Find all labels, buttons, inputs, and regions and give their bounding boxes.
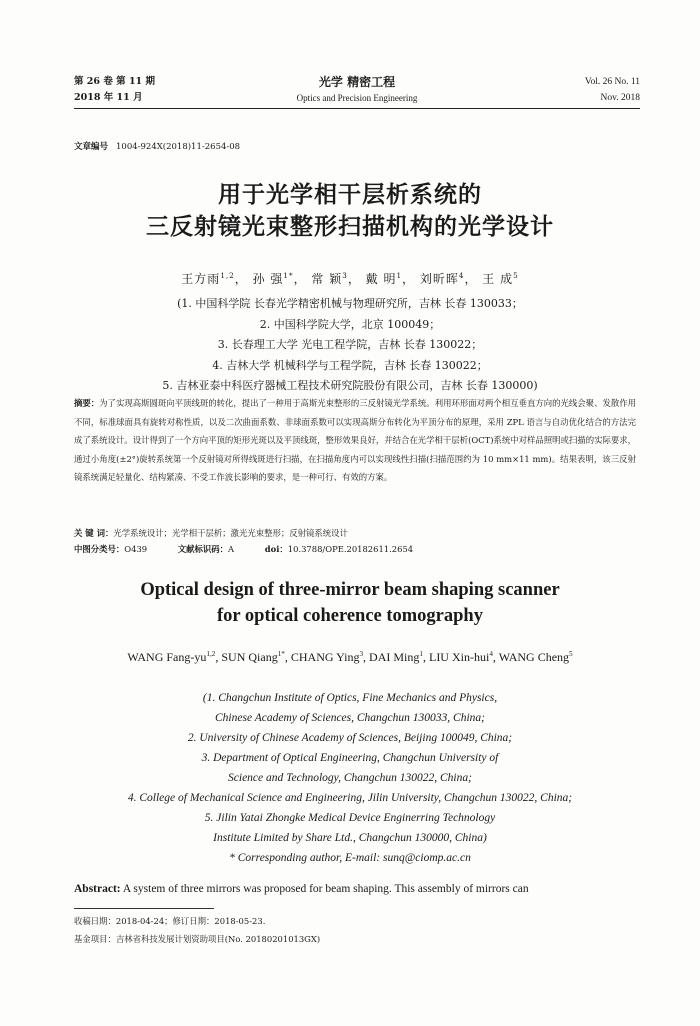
abstract-en-label: Abstract: [74,883,121,895]
doi-value: 10.3788/OPE.20182611.2654 [287,544,414,554]
affiliation-en: (1. Changchun Institute of Optics, Fine Mechanics and Physics, [202,692,498,704]
volume-en: Vol. 26 No. 11 [584,77,640,87]
date-cn: 2018 年 11 月 [74,92,143,103]
affiliation-en: 3. Department of Optical Engineering, Changchun University of [201,752,499,764]
author-cn: 王方雨$^{1,2}$ [181,271,235,286]
header-center [74,74,640,106]
journal-name-cn: 光学 精密工程 [318,75,396,89]
title-cn-line-2: 三反射镜光束整形扫描机构的光学设计 [146,214,554,240]
corresponding-author: * Corresponding author, E-mail: sunq@ciomp.ac.cn [229,852,471,864]
authors-cn: 王方雨$^{1,2}$， 孙 强$^{1*}$， 常 颖$^3$， 戴 明$^1$， 刘昕晖$^4$， 王 成$^5$ [181,271,519,286]
affiliation-en: 2. University of Chinese Academy of Sciences, Beijing 100049, China; [187,732,513,744]
author-cn: 孙 强$^{1*}$ [252,271,294,286]
header-right [585,74,640,106]
article-number-value: 1004-924X(2018)11-2654-08 [116,142,241,152]
abstract-cn [74,394,636,487]
clc-label: 中图分类号： [74,544,125,554]
affiliation-en: Chinese Academy of Sciences, Changchun 130033, China; [215,712,485,724]
author-cn: 戴 明$^1$ [365,271,403,286]
doc-code-label: 文献标识码： [177,544,229,554]
author-en: CHANG Ying$^3$ [290,650,364,664]
keywords-cn [74,526,636,540]
abstract-cn-text: 为了实现高斯圆斑向平顶线斑的转化，提出了一种用于高斯光束整形的三反射镜光学系统。利用环形面对两个相互垂直方向的光线会聚、发散作用不同，标准球面具有旋转对称性质，以及二次曲面系数、非球面系数可以实现高斯分布转化为平顶分布的原理，采用 ZPL 语言与自动优化结合的方法完成了系统设计。设计得到了一个方向平顶的矩形光斑以及平顶线斑，整形效果良好，并结合在光学相干层析(OCT)系统中对样品照明或扫描的实际要求，通过小角度(±2°)旋转系统第一个反射镜对所得线斑进行扫描，在扫描角度内可以实现线性扫描(扫描范围约为 10 mm×11 mm)。结果表明，该三反射镜系统满足轻量化、结构紧凑、不受工作波长影响的要求，是一种可行、有效的方案。 [74,398,637,483]
affiliation-cn: 4. 吉林大学 机械科学与工程学院，吉林 长春 130022； [212,358,488,372]
author-cn: 王 成$^5$ [482,271,519,286]
abstract-cn-label: 摘要： [74,398,100,408]
affiliation-cn: 2. 中国科学院大学，北京 100049； [259,317,441,331]
article-number [74,140,240,152]
doc-code-value: A [228,544,235,554]
volume-cn: 第 26 卷 第 11 期 [74,76,155,87]
article-number-label: 文章编号 [74,142,109,152]
classification-line [74,542,636,556]
keywords-text: 光学系统设计；光学相干层析；激光光束整形；反射镜系统设计 [113,528,348,538]
author-cn: 常 颖$^3$ [311,271,348,286]
abstract-en-text: A system of three mirrors was proposed for beam shaping. This assembly of mirrors can [122,883,529,895]
date-en: Nov. 2018 [600,93,640,103]
affiliation-en: Science and Technology, Changchun 130022, China; [228,772,472,784]
affiliation-cn: 3. 长春理工大学 光电工程学院，吉林 长春 130022； [217,338,483,351]
affiliation-cn: 5. 吉林亚泰中科医疗器械工程技术研究院股份有限公司，吉林 长春 130000) [162,379,538,392]
title-cn-line-1: 用于光学相干层析系统的 [218,182,482,208]
author-cn: 刘昕晖$^4$ [419,271,465,286]
affiliation-en: Institute Limited by Share Ltd., Changchun 130000, China) [213,832,487,844]
authors-en: WANG Fang-yu$^{1,2}$, SUN Qiang$^{1*}$, CHANG Ying$^3$, DAI Ming$^1$, LIU Xin-hui$^4$, WANG Cheng$^5$ [127,650,573,664]
abstract-en [74,881,644,897]
journal-name-en: Optics and Precision Engineering [296,93,418,103]
author-en: LIU Xin-hui$^4$ [428,650,493,664]
affiliations-cn [0,294,700,397]
affiliation-en: 5. Jilin Yatai Zhongke Medical Device Enginerring Technology [204,812,496,824]
footnote-funding: 基金项目：吉林省科技发展计划资助项目(No. 20180201013GX) [74,934,321,944]
footnote-received: 收稿日期：2018-04-24；修订日期：2018-05-23. [74,916,266,926]
author-en: WANG Cheng$^5$ [498,650,573,664]
title-en-line-2: for optical coherence tomography [217,606,483,626]
author-en: DAI Ming$^1$ [369,650,423,664]
footnote-divider [74,908,214,909]
clc-value: O439 [124,544,148,554]
doi-label: doi： [264,544,288,554]
running-header [74,74,640,109]
author-en: WANG Fang-yu$^{1,2}$ [127,650,216,664]
keywords-label: 关 键 词： [74,528,114,538]
affiliation-cn: (1. 中国科学院 长春光学精密机械与物理研究所，吉林 长春 130033； [177,297,523,310]
affiliation-en: 4. College of Mechanical Science and Engineering, Jilin University, Changchun 130022, China; [127,792,573,804]
author-en: SUN Qiang$^{1*}$ [221,650,285,664]
affiliations-en [0,688,700,868]
title-en-line-1: Optical design of three-mirror beam shaping scanner [140,580,560,600]
